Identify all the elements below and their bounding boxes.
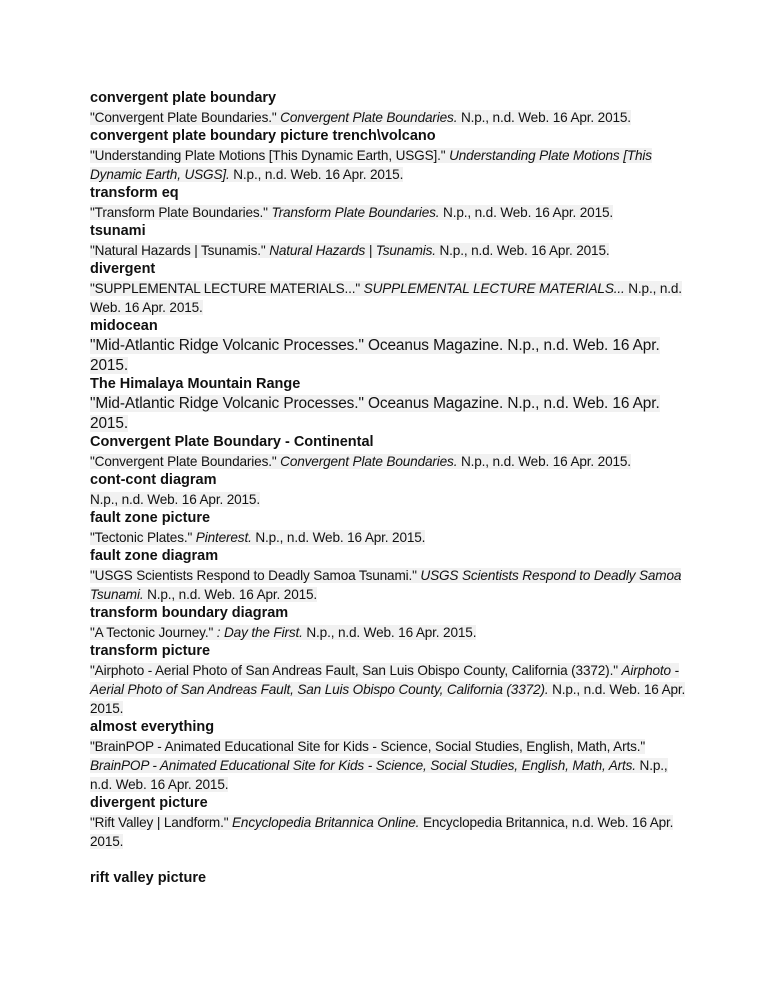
bibliography-entry: [90, 317, 686, 375]
citation-title: Transform Plate Boundaries.: [271, 205, 440, 220]
entry-heading: divergent picture: [90, 795, 208, 811]
citation-text: Encyclopedia Britannica, n.d. Web. 16 Apr. 2015.: [90, 815, 674, 849]
entry-heading: fault zone diagram: [90, 548, 219, 564]
citation-title: USGS Scientists Respond to Deadly Samoa Tsunami.: [90, 568, 682, 602]
citation-text: "BrainPOP - Animated Educational Site for Kids - Science, Social Studies, English, Math, Arts.": [90, 739, 646, 754]
entry-heading: rift valley picture: [90, 870, 207, 886]
citation-text: "USGS Scientists Respond to Deadly Samoa Tsunami.": [90, 568, 421, 583]
citation-text: N.p., n.d. Web. 16 Apr. 2015.: [457, 110, 631, 125]
citation-text: "Rift Valley | Landform.": [90, 815, 233, 830]
entry-heading: divergent: [90, 261, 156, 277]
entry-citation: [90, 203, 686, 222]
citation-text: N.p., n.d. Web. 16 Apr. 2015.: [439, 205, 614, 220]
citation-text: "Airphoto - Aerial Photo of San Andreas Fault, San Luis Obispo County, California (3372).": [90, 663, 622, 678]
bibliography-entry: [90, 718, 686, 794]
entry-heading: cont-cont diagram: [90, 472, 217, 488]
bibliography-entry: [90, 433, 686, 471]
bibliography-entry: [90, 375, 686, 433]
citation-text: N.p., n.d. Web. 16 Apr. 2015.: [302, 625, 477, 640]
entry-citation: [90, 490, 686, 509]
citation-text: "Mid-Atlantic Ridge Volcanic Processes." Oceanus Magazine. N.p., n.d. Web. 16 Apr. 2015.: [90, 337, 660, 374]
citation-title: Understanding Plate Motions [This Dynamic Earth, USGS].: [90, 148, 652, 182]
citation-text: "SUPPLEMENTAL LECTURE MATERIALS...": [90, 281, 364, 296]
bibliography-entry: [90, 127, 686, 184]
bibliography-entry: [90, 184, 686, 222]
entry-heading: transform boundary diagram: [90, 605, 289, 621]
bibliography-entry: [90, 260, 686, 317]
bibliography-entry: [90, 89, 686, 127]
citation-title: Airphoto - Aerial Photo of San Andreas Fault, San Luis Obispo County, California (3372).: [90, 663, 679, 697]
citation-text: N.p., n.d. Web. 16 Apr. 2015.: [90, 758, 668, 792]
entry-citation: [90, 336, 686, 375]
entry-heading: convergent plate boundary: [90, 90, 277, 106]
entry-citation: [90, 813, 686, 851]
entry-citation: [90, 452, 686, 471]
citation-text: N.p., n.d. Web. 16 Apr. 2015.: [90, 682, 686, 716]
citation-text: N.p., n.d. Web. 16 Apr. 2015.: [457, 454, 631, 469]
citation-text: "Tectonic Plates.": [90, 530, 196, 545]
bibliography-document: [90, 89, 686, 888]
citation-text: N.p., n.d. Web. 16 Apr. 2015.: [251, 530, 426, 545]
entry-citation: [90, 566, 686, 604]
entry-citation: [90, 661, 686, 718]
citation-title: Convergent Plate Boundaries.: [280, 110, 458, 125]
entry-heading: transform eq: [90, 185, 179, 201]
citation-text: N.p., n.d. Web. 16 Apr. 2015.: [90, 492, 260, 507]
entry-heading: midocean: [90, 318, 158, 334]
entry-citation: [90, 394, 686, 433]
citation-text: "Transform Plate Boundaries.": [90, 205, 272, 220]
citation-text: "A Tectonic Journey.": [90, 625, 217, 640]
entry-citation: [90, 528, 686, 547]
citation-text: "Natural Hazards | Tsunamis.": [90, 243, 270, 258]
entry-citation: [90, 108, 686, 127]
blank-line: [90, 851, 686, 869]
bibliography-entry: [90, 509, 686, 547]
citation-title: Encyclopedia Britannica Online.: [232, 815, 420, 830]
citation-text: "Understanding Plate Motions [This Dynamic Earth, USGS].": [90, 148, 450, 163]
bibliography-entry: [90, 471, 686, 509]
entry-heading: transform picture: [90, 643, 211, 659]
entry-citation: [90, 623, 686, 642]
citation-title: Pinterest.: [195, 530, 252, 545]
citation-text: N.p., n.d. Web. 16 Apr. 2015.: [90, 281, 682, 315]
citation-text: "Convergent Plate Boundaries.": [90, 110, 281, 125]
entry-heading: Convergent Plate Boundary - Continental: [90, 434, 374, 450]
entry-citation: [90, 737, 686, 794]
entry-citation: [90, 279, 686, 317]
bibliography-entry: [90, 869, 686, 888]
citation-title: : Day the First.: [216, 625, 303, 640]
citation-text: N.p., n.d. Web. 16 Apr. 2015.: [435, 243, 610, 258]
entry-heading: convergent plate boundary picture trench\volcano: [90, 128, 436, 144]
citation-title: BrainPOP - Animated Educational Site for Kids - Science, Social Studies, English, Math, Arts.: [90, 758, 636, 773]
citation-text: N.p., n.d. Web. 16 Apr. 2015.: [143, 587, 318, 602]
bibliography-entry: [90, 547, 686, 604]
citation-title: Convergent Plate Boundaries.: [280, 454, 458, 469]
citation-text: "Convergent Plate Boundaries.": [90, 454, 281, 469]
citation-title: SUPPLEMENTAL LECTURE MATERIALS...: [363, 281, 625, 296]
entry-citation: [90, 146, 686, 184]
entry-heading: almost everything: [90, 719, 215, 735]
entry-heading: tsunami: [90, 223, 146, 239]
entry-citation: [90, 241, 686, 260]
citation-text: "Mid-Atlantic Ridge Volcanic Processes." Oceanus Magazine. N.p., n.d. Web. 16 Apr. 2015.: [90, 395, 660, 432]
bibliography-entry: [90, 642, 686, 718]
citation-text: N.p., n.d. Web. 16 Apr. 2015.: [229, 167, 404, 182]
bibliography-entry: [90, 222, 686, 260]
entry-heading: The Himalaya Mountain Range: [90, 376, 301, 392]
entry-heading: fault zone picture: [90, 510, 211, 526]
bibliography-entry: [90, 604, 686, 642]
bibliography-entry: [90, 794, 686, 851]
citation-title: Natural Hazards | Tsunamis.: [269, 243, 436, 258]
